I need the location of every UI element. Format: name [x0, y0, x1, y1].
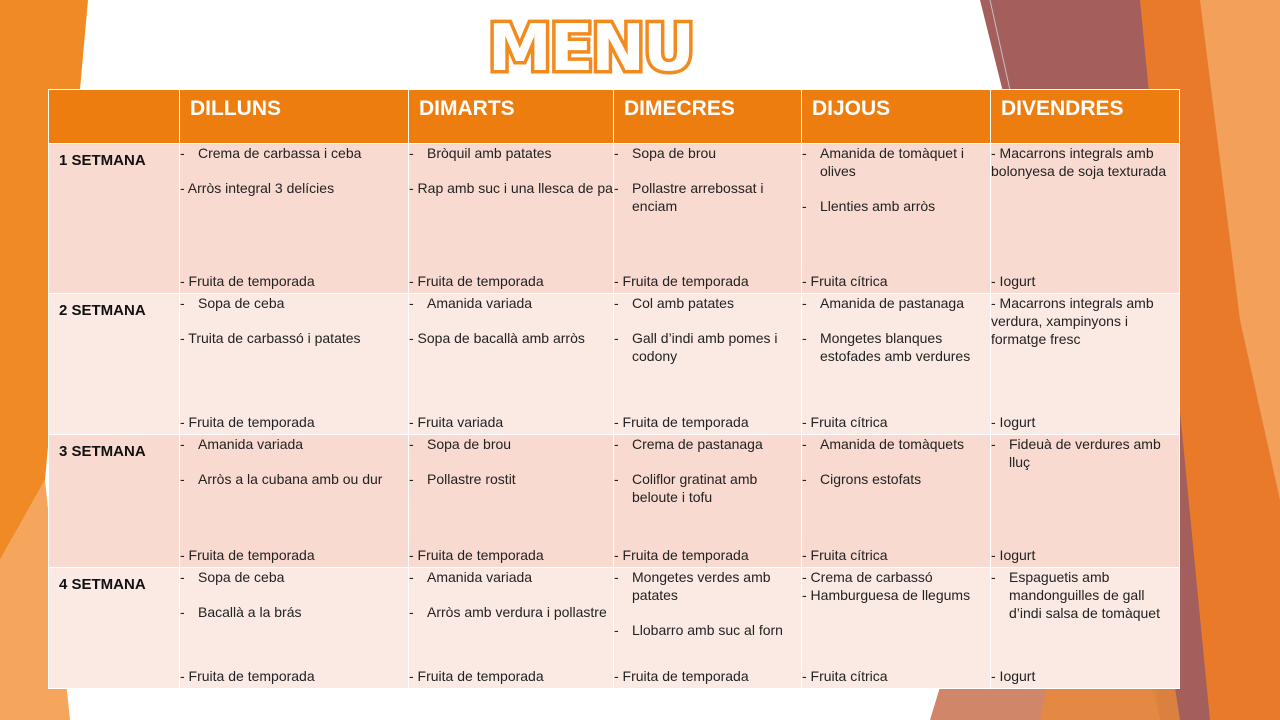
dessert: - Fruita de temporada: [180, 273, 315, 289]
menu-cell: [991, 294, 1180, 435]
dessert: - Fruita de temporada: [614, 414, 749, 430]
menu-cell: [409, 144, 614, 294]
menu-cell-content: [180, 144, 408, 293]
menu-cell: [614, 435, 802, 568]
dish: - Col amb patates: [614, 294, 801, 312]
week-row: [49, 294, 1180, 435]
menu-cell-content: [802, 435, 990, 567]
dish: - Crema de carbassa i ceba: [180, 144, 408, 162]
dish: - Sopa de ceba: [180, 568, 408, 586]
dessert: - Iogurt: [991, 668, 1036, 684]
dish: - Macarrons integrals amb verdura, xampinyons i formatge fresc: [991, 295, 1154, 347]
dessert: - Fruita cítrica: [802, 547, 888, 563]
week-row: [49, 435, 1180, 568]
dish: - Amanida de tomàquets: [802, 435, 990, 453]
weekly-menu-table: [48, 89, 1180, 689]
dish: - Amanida variada: [180, 435, 408, 453]
header-row: [49, 90, 1180, 144]
dish: - Espaguetis amb mandonguilles de gall d’indi salsa de tomàquet: [991, 568, 1179, 622]
dish: - Arròs amb verdura i pollastre: [409, 603, 613, 621]
dish: - Hamburguesa de llegums: [802, 587, 971, 603]
dessert: - Fruita cítrica: [802, 668, 888, 684]
dessert: - Iogurt: [991, 414, 1036, 430]
dish: - Arròs integral 3 delícies: [180, 180, 335, 196]
menu-cell: [614, 144, 802, 294]
week-label: 2 SETMANA: [49, 294, 180, 435]
menu-cell: [991, 435, 1180, 568]
menu-cell: [180, 568, 409, 689]
dish: - Truita de carbassó i patates: [180, 330, 361, 346]
dish: - Sopa de bacallà amb arròs: [409, 330, 585, 346]
dessert: - Fruita de temporada: [409, 668, 544, 684]
menu-cell-content: [180, 294, 408, 434]
menu-cell: [614, 294, 802, 435]
menu-cell: [614, 568, 802, 689]
menu-cell: [180, 294, 409, 435]
dish: - Crema de carbassó: [802, 569, 933, 585]
day-header: DIMECRES: [614, 90, 802, 144]
corner-cell: [49, 90, 180, 144]
menu-cell: [180, 144, 409, 294]
dessert: - Fruita variada: [409, 414, 504, 430]
dish: - Fideuà de verdures amb lluç: [991, 435, 1179, 471]
menu-cell-content: [802, 294, 990, 434]
menu-cell: [409, 435, 614, 568]
dish: - Sopa de ceba: [180, 294, 408, 312]
dish: - Pollastre arrebossat i enciam: [614, 179, 801, 215]
menu-cell-content: [409, 294, 613, 434]
dish: - Amanida de tomàquet i olives: [802, 144, 990, 180]
menu-cell: [180, 435, 409, 568]
menu-cell-content: [409, 568, 613, 688]
day-header: DILLUNS: [180, 90, 409, 144]
dish: - Mongetes blanques estofades amb verdures: [802, 329, 990, 365]
menu-cell-content: [991, 294, 1179, 434]
dessert: - Fruita de temporada: [180, 414, 315, 430]
menu-cell-content: [614, 435, 801, 567]
dessert: - Fruita de temporada: [180, 668, 315, 684]
menu-cell: [802, 435, 991, 568]
dish: - Sopa de brou: [409, 435, 613, 453]
dish: - Macarrons integrals amb bolonyesa de soja texturada: [991, 145, 1167, 179]
dish: - Rap amb suc i una llesca de pa: [409, 180, 613, 196]
menu-cell: [991, 144, 1180, 294]
dish: - Cigrons estofats: [802, 470, 990, 488]
week-label: 4 SETMANA: [49, 568, 180, 689]
menu-title: MENU: [488, 12, 693, 86]
week-label: 3 SETMANA: [49, 435, 180, 568]
dessert: - Fruita de temporada: [614, 547, 749, 563]
day-header: DIJOUS: [802, 90, 991, 144]
dessert: - Fruita de temporada: [409, 547, 544, 563]
dish: - Llobarro amb suc al forn: [614, 621, 801, 639]
dish: - Llenties amb arròs: [802, 197, 990, 215]
dessert: - Fruita de temporada: [409, 273, 544, 289]
dish: - Mongetes verdes amb patates: [614, 568, 801, 604]
dish: - Crema de pastanaga: [614, 435, 801, 453]
menu-cell-content: [180, 568, 408, 688]
menu-cell-content: [409, 435, 613, 567]
menu-cell: [409, 568, 614, 689]
dish: - Sopa de brou: [614, 144, 801, 162]
dessert: - Iogurt: [991, 273, 1036, 289]
menu-cell: [991, 568, 1180, 689]
menu-cell-content: [991, 568, 1179, 688]
menu-cell: [802, 144, 991, 294]
menu-cell-content: [614, 144, 801, 293]
week-row: [49, 568, 1180, 689]
day-header: DIMARTS: [409, 90, 614, 144]
dessert: - Fruita cítrica: [802, 273, 888, 289]
menu-cell: [802, 294, 991, 435]
dish: - Bacallà a la brás: [180, 603, 408, 621]
menu-cell-content: [991, 435, 1179, 567]
menu-cell: [802, 568, 991, 689]
dish: - Coliflor gratinat amb beloute i tofu: [614, 470, 801, 506]
menu-cell-content: [802, 144, 990, 293]
dish: - Amanida de pastanaga: [802, 294, 990, 312]
menu-cell-content: [180, 435, 408, 567]
dish: - Arròs a la cubana amb ou dur: [180, 470, 408, 488]
dessert: - Fruita de temporada: [614, 273, 749, 289]
dish: - Pollastre rostit: [409, 470, 613, 488]
menu-cell-content: [614, 568, 801, 688]
menu-cell-content: [409, 144, 613, 293]
dessert: - Fruita de temporada: [614, 668, 749, 684]
day-header: DIVENDRES: [991, 90, 1180, 144]
dessert: - Fruita de temporada: [180, 547, 315, 563]
dish: - Amanida variada: [409, 294, 613, 312]
menu-cell: [409, 294, 614, 435]
menu-cell-content: [614, 294, 801, 434]
week-row: [49, 144, 1180, 294]
week-label: 1 SETMANA: [49, 144, 180, 294]
dish: - Amanida variada: [409, 568, 613, 586]
dish: - Bròquil amb patates: [409, 144, 613, 162]
menu-cell-content: [991, 144, 1179, 293]
menu-cell-content: [802, 568, 990, 688]
dish: - Gall d’indi amb pomes i codony: [614, 329, 801, 365]
dessert: - Iogurt: [991, 547, 1036, 563]
dessert: - Fruita cítrica: [802, 414, 888, 430]
